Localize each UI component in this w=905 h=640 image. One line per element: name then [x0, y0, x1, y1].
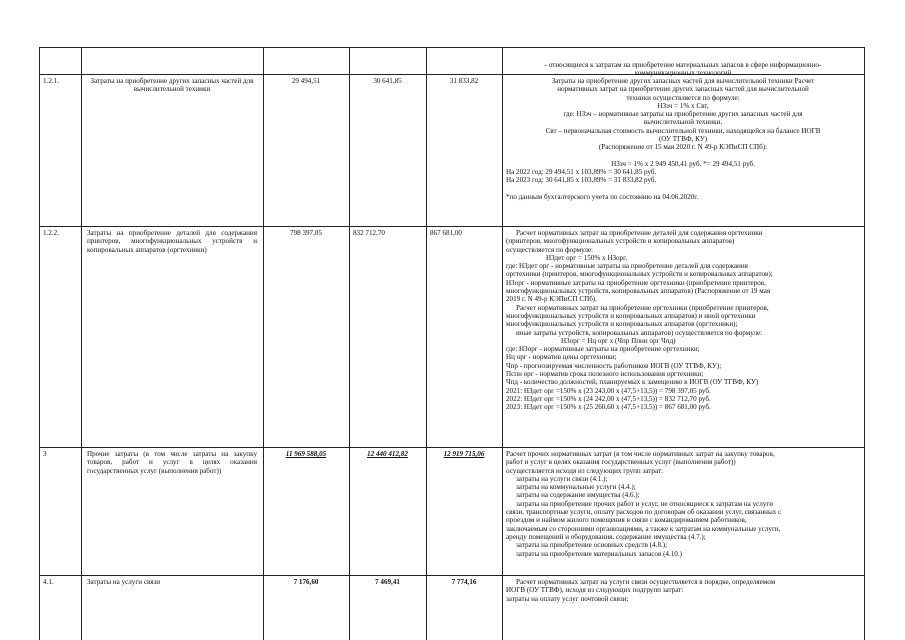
value-2022: 12 440 412,82: [367, 450, 408, 458]
row-divider: [39, 226, 865, 227]
value-2022: 30 641,85: [373, 77, 402, 85]
row-title: Затраты на приобретение деталей для содержания принтеров, многофункциональных устройств и копировальных аппаратов (оргтехники): [87, 229, 257, 254]
description-line: затраты на приобретение прочих работ и услуг, не относящиеся к затратам на услуги: [516, 499, 774, 508]
description-line: осуществляется по формуле:: [506, 245, 594, 254]
row-description: [506, 450, 860, 558]
value-2021: 798 397,05: [290, 229, 322, 237]
row-divider: [39, 575, 865, 576]
description-line: где: НЗдет орг - нормативные затраты на приобретение деталей для содержания: [506, 262, 748, 271]
description-line: затраты на приобретение материальных запасов (4.10.): [516, 549, 682, 558]
description-line: - относящиеся к затратам на приобретение материальных запасов в сфере информационно-: [544, 61, 822, 69]
description-line: (принтеров, многофункциональных устройств и копировальных аппаратов): [506, 237, 735, 246]
description-line: вычислительной техники,: [643, 118, 723, 127]
column-divider: [349, 47, 350, 640]
description-line: 2021: НЗдет орг =150% х (23 243,00 х (47,5+13,5)) = 798 397,05 руб.: [506, 386, 711, 395]
table-row-continuation-description: [506, 61, 860, 78]
description-line: 2019 г. N 49-р КЭПиСП СПб).: [506, 295, 597, 304]
row-description: [506, 77, 860, 201]
row-title: Прочие затраты (в том числе затраты на закупку товаров, работ и услуг в целях оказания государственных услуг (выполнения работ)): [87, 450, 257, 475]
row-description: [506, 229, 860, 412]
description-line: *по данным бухгалтерского учета по состоянию на 04.06.2020г.: [506, 192, 699, 201]
description-line: где: НЗорг - нормативные затраты на приобретение оргтехники;: [506, 345, 700, 354]
description-line: заключаемым со сторонними организациями, а также к затратам на коммунальные услуги,: [506, 524, 781, 533]
description-line: На 2023 год: 30 641,85 х 103,89% = 31 833,82 руб.: [506, 176, 657, 185]
description-line: НЗдет орг = 150% х НЗорг,: [546, 253, 627, 262]
column-divider: [263, 47, 264, 640]
row-number: 4.1.: [43, 578, 54, 586]
description-line: затраты на оплату услуг почтовой связи;: [506, 594, 629, 603]
row-number: 1.2.1.: [43, 77, 59, 85]
value-2021: 7 176,60: [293, 578, 319, 586]
description-line: затраты на содержание имущества (4.6.);: [516, 491, 640, 500]
row-description: [506, 578, 860, 603]
value-2023: 31 833,82: [449, 77, 479, 85]
value-2023: 7 774,16: [451, 578, 477, 586]
description-line: На 2022 год: 29 494,51 х 103,89% = 30 641,85 руб.: [506, 167, 657, 176]
description-line: коммуникационных технологий: [634, 69, 732, 78]
description-line: Свт – первоначальная стоимость вычислительной техники, находящейся на балансе ИОГВ: [545, 126, 821, 135]
description-line: проездом и наймом жилого помещения в связи с командированием работников,: [506, 516, 747, 525]
description-line: затраты на услуги связи (4.1.);: [516, 474, 608, 483]
value-2021: 11 969 588,05: [285, 450, 327, 458]
description-line: (ОУ ТГВФ, КУ): [658, 135, 708, 144]
description-line: Расчет нормативных затрат на услуги связи осуществляется в порядке, определяемом: [516, 578, 776, 586]
cost-table: [39, 47, 865, 640]
description-line: НЗзч = 1% х Свт,: [657, 101, 709, 110]
value-2022: 832 712,70: [353, 229, 385, 237]
description-line: 2023: НЗдет орг =150% х (25 260,60 х (47,5+13,5)) = 867 681,00 руб.: [506, 403, 711, 412]
description-line: техники осуществляется по формуле:: [626, 93, 740, 102]
description-line: Расчет нормативных затрат на приобретение оргтехники (приобретение принтеров,: [516, 303, 769, 312]
description-line: многофункциональных устройств, копировальных аппаратов) (Распоряжение от 19 мая: [506, 287, 771, 296]
description-line: Чпд - количество должностей, планируемых к замещению в ИОГВ (ОУ ТГВФ, КУ): [506, 378, 759, 387]
description-line: НЗорг - нормативные затраты на приобретение оргтехники (приобретение принтеров,: [506, 278, 766, 287]
description-line: Нц орг - норматив цены оргтехники;: [506, 353, 617, 362]
description-line: Расчет нормативных затрат на приобретение деталей для содержания оргтехники: [516, 229, 763, 237]
description-line: Расчет прочих нормативных затрат (в том числе нормативных затрат на закупку товаров,: [506, 450, 775, 458]
description-line: нормативных затрат на приобретение других запасных частей для вычислительной: [557, 85, 809, 94]
description-line: Чпр - прогнозируемая численность работников ИОГВ (ОУ ТГВФ, КУ);: [506, 361, 722, 370]
value-2021: 29 494,51: [291, 77, 321, 85]
description-line: (Распоряжение от 15 мая 2020 г. N 49-р КЭПиСП СПб):: [598, 143, 768, 152]
description-line: осуществляется исходя из следующих групп затрат:: [506, 466, 664, 475]
table-border-right: [864, 47, 865, 640]
column-divider: [502, 47, 503, 640]
row-divider: [39, 447, 865, 448]
description-line: иные затраты устройств, копировальных аппаратов) осуществляется по формуле:: [516, 328, 763, 337]
description-line: многофункциональных устройств и копировальных аппаратов) и иной оргтехники: [506, 311, 756, 320]
value-2023: 12 919 715,06: [443, 450, 485, 458]
row-title: Затраты на услуги связи: [87, 578, 161, 586]
value-2023: 867 681,00: [430, 229, 462, 237]
description-line: затраты на коммунальные услуги (4.4.);: [516, 483, 636, 492]
value-2022: 7 469,41: [375, 578, 400, 586]
description-line: НЗзч = 1% х 2 949 450,41 руб. *= 29 494,51 руб.: [611, 159, 755, 168]
description-line: ИОГВ (ОУ ТГВФ), исходя из следующих подгрупп затрат:: [506, 586, 684, 595]
row-divider: [39, 47, 865, 48]
row-number: 3: [43, 450, 47, 458]
description-line: 2022: НЗдет орг =150% х (24 242,00 х (47,5+13,5)) = 832 712,70 руб.: [506, 394, 711, 403]
description-line: затраты на приобретение основных средств (4.8.);: [516, 541, 668, 550]
description-line: аренду помещений и оборудования, содержание имущества (4.7.);: [506, 532, 706, 541]
description-line: работ и услуг в целях оказания государственных услуг (выполнения работ)): [506, 458, 736, 467]
row-number: 1.2.2.: [43, 229, 59, 237]
description-line: Пспн орг - норматив срока полезного использования оргтехники;: [506, 370, 704, 379]
table-border-left: [39, 47, 40, 640]
description-line: где: НЗзч – нормативные затраты на приобретение других запасных частей для: [563, 110, 803, 119]
column-divider: [426, 47, 427, 640]
row-title: Затраты на приобретение других запасных частей для вычислительной техники: [90, 77, 254, 94]
description-line: связи, транспортные услуги, оплату расходов по договорам об оказании услуг, связанных с: [506, 508, 782, 517]
description-line: Затраты на приобретение других запасных частей для вычислительной техники Расчет: [551, 77, 815, 85]
description-line: оргтехники (принтеров, многофункциональных устройств и копировальных аппаратов);: [506, 270, 773, 279]
description-line: НЗорг = Нц орг х (Чпр Ппни орг Чпд): [561, 336, 676, 345]
description-line: многофункциональных устройств и копировальных аппаратов (оргтехники);: [506, 320, 738, 329]
column-divider: [81, 47, 82, 640]
